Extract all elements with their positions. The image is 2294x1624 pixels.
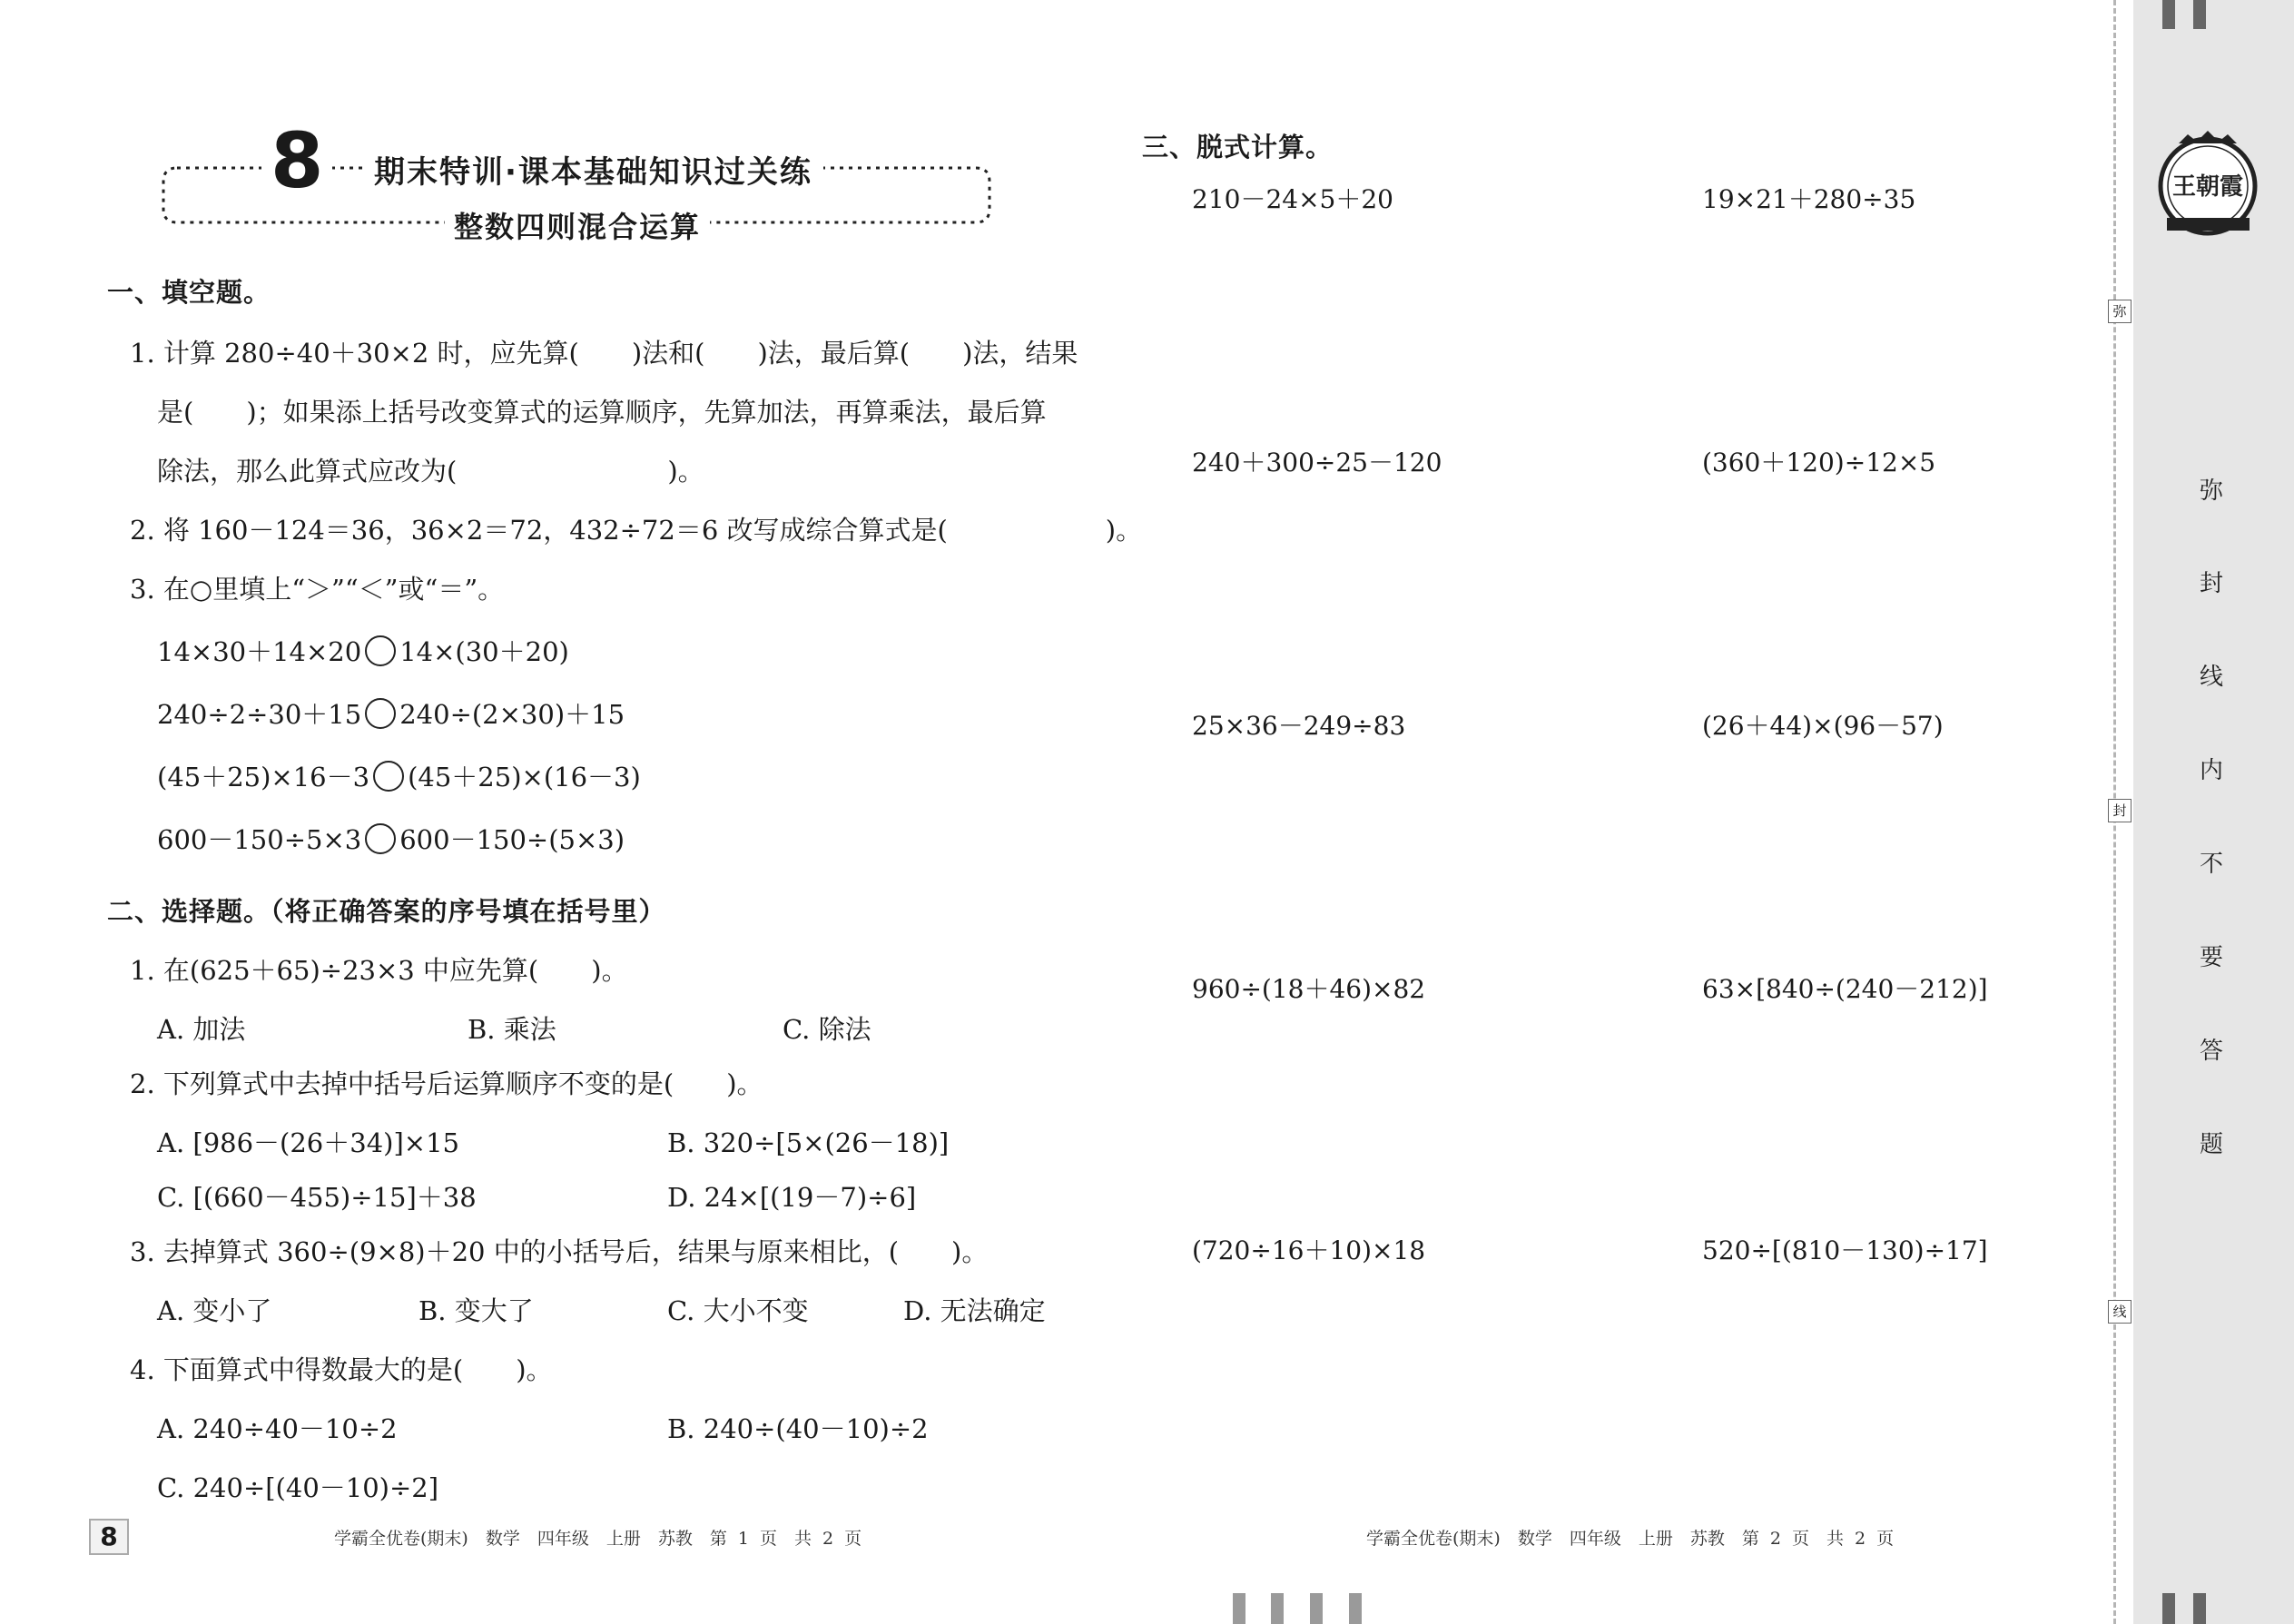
binding-char: 答 xyxy=(2199,1038,2223,1065)
option: A. [986－(26＋34)]×15 xyxy=(157,1127,459,1158)
registration-mark xyxy=(1310,1593,1323,1624)
binding-char: 要 xyxy=(2199,944,2223,971)
section1-heading: 一、填空题。 xyxy=(107,277,271,308)
s2-q3: 3. 去掉算式 360÷(9×8)＋20 中的小括号后，结果与原来相比，( )。 xyxy=(130,1236,989,1267)
binding-char: 弥 xyxy=(2199,477,2223,505)
section2-heading: 二、选择题。（将正确答案的序号填在括号里） xyxy=(107,896,666,927)
option: B. 240÷(40－10)÷2 xyxy=(667,1413,929,1444)
cut-line-label: 线 xyxy=(2108,1300,2132,1324)
calc-problem: 63×[840÷(240－212)] xyxy=(1702,974,1988,1004)
comparison-left: 14×30＋14×20 xyxy=(157,636,362,667)
header-title: 期末特训·课本基础知识过关练 xyxy=(363,147,823,192)
comparison-row xyxy=(157,757,641,794)
brand-logo xyxy=(2156,127,2260,245)
option: B. 乘法 xyxy=(468,1014,556,1045)
compare-circle-blank[interactable] xyxy=(365,823,396,854)
calc-problem: (360＋120)÷12×5 xyxy=(1702,448,1936,477)
comparison-left: (45＋25)×16－3 xyxy=(157,762,370,792)
calc-problem: 25×36－249÷83 xyxy=(1192,711,1406,741)
page-number-badge: 8 xyxy=(89,1519,129,1555)
cut-line-label: 封 xyxy=(2108,799,2132,822)
s2-q4: 4. 下面算式中得数最大的是( )。 xyxy=(130,1354,553,1385)
logo-wordmark: 王朝霞 xyxy=(2171,173,2244,201)
registration-mark xyxy=(2193,1593,2206,1624)
comparison-right: 600－150÷(5×3) xyxy=(399,824,625,855)
comparison-right: 14×(30＋20) xyxy=(399,636,569,667)
calc-problem: 19×21＋280÷35 xyxy=(1702,184,1916,214)
comparison-left: 240÷2÷30＋15 xyxy=(157,699,362,730)
option: C. 除法 xyxy=(783,1014,871,1045)
option: D. 无法确定 xyxy=(903,1295,1046,1326)
section3-heading: 三、脱式计算。 xyxy=(1142,132,1334,162)
header-number: 8 xyxy=(261,123,332,199)
registration-mark xyxy=(1349,1593,1362,1624)
binding-char: 线 xyxy=(2199,664,2223,691)
calc-problem: 240＋300÷25－120 xyxy=(1192,448,1442,477)
binding-char: 不 xyxy=(2199,851,2223,878)
option: D. 24×[(19－7)÷6] xyxy=(667,1182,917,1213)
footer-left: 学霸全优卷(期末) 数学 四年级 上册 苏教 第 1 页 共 2 页 xyxy=(334,1529,862,1549)
comparison-row xyxy=(157,632,569,669)
s1-q1-line3: 除法，那么此算式应改为( )。 xyxy=(157,456,704,487)
option: A. 变小了 xyxy=(157,1295,272,1326)
option: C. [(660－455)÷15]＋38 xyxy=(157,1182,477,1213)
footer-right: 学霸全优卷(期末) 数学 四年级 上册 苏教 第 2 页 共 2 页 xyxy=(1366,1529,1895,1549)
calc-problem: (26＋44)×(96－57) xyxy=(1702,711,1944,741)
comparison-left: 600－150÷5×3 xyxy=(157,824,362,855)
comparison-row xyxy=(157,694,625,732)
option: B. 320÷[5×(26－18)] xyxy=(667,1127,950,1158)
option: B. 变大了 xyxy=(418,1295,534,1326)
cut-line-label: 弥 xyxy=(2108,300,2132,323)
calc-problem: (720÷16＋10)×18 xyxy=(1192,1235,1426,1265)
binding-char: 题 xyxy=(2199,1131,2223,1158)
s1-q3: 3. 在○里填上“＞”“＜”或“＝”。 xyxy=(130,574,505,605)
s2-q1: 1. 在(625＋65)÷23×3 中应先算( )。 xyxy=(130,955,628,986)
calc-problem: 960÷(18＋46)×82 xyxy=(1192,974,1426,1004)
s1-q2: 2. 将 160－124＝36，36×2＝72，432÷72＝6 改写成综合算式是( )。 xyxy=(130,515,1143,546)
compare-circle-blank[interactable] xyxy=(365,698,396,729)
option: A. 240÷40－10÷2 xyxy=(157,1413,398,1444)
option: C. 大小不变 xyxy=(667,1295,809,1326)
s1-q1-line1: 1. 计算 280÷40＋30×2 时，应先算( )法和( )法，最后算( )法，结果 xyxy=(130,338,1078,369)
registration-mark xyxy=(2162,0,2175,29)
registration-mark xyxy=(1271,1593,1284,1624)
binding-char: 封 xyxy=(2199,570,2223,597)
option: C. 240÷[(40－10)÷2] xyxy=(157,1472,439,1503)
compare-circle-blank[interactable] xyxy=(373,761,404,792)
calc-problem: 210－24×5＋20 xyxy=(1192,184,1393,214)
comparison-right: 240÷(2×30)＋15 xyxy=(399,699,625,730)
registration-mark xyxy=(1233,1593,1245,1624)
compare-circle-blank[interactable] xyxy=(365,635,396,666)
binding-char: 内 xyxy=(2199,757,2223,784)
registration-mark xyxy=(2193,0,2206,29)
calc-problem: 520÷[(810－130)÷17] xyxy=(1702,1235,1988,1265)
header-subtitle: 整数四则混合运算 xyxy=(445,204,710,246)
comparison-row xyxy=(157,820,625,857)
registration-mark xyxy=(2162,1593,2175,1624)
s1-q1-line2: 是( )；如果添上括号改变算式的运算顺序，先算加法，再算乘法，最后算 xyxy=(157,397,1047,428)
s2-q2: 2. 下列算式中去掉中括号后运算顺序不变的是( )。 xyxy=(130,1068,763,1099)
comparison-right: (45＋25)×(16－3) xyxy=(408,762,641,792)
option: A. 加法 xyxy=(157,1014,246,1045)
